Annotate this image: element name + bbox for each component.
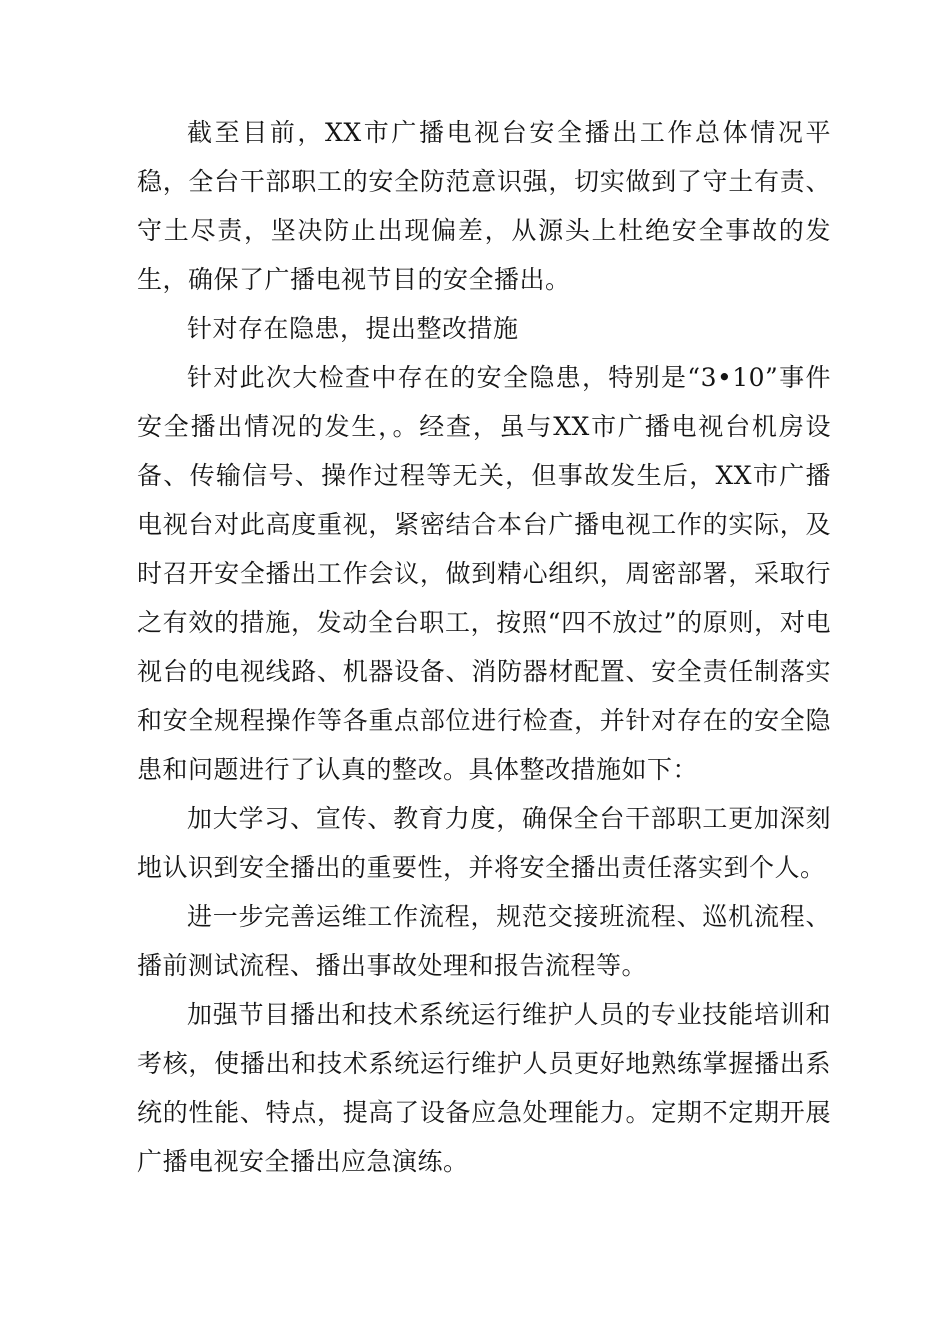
document-body bbox=[137, 108, 831, 1186]
paragraph-inspection-details: 针对此次大检查中存在的安全隐患，特别是“3•10”事件安全播出情况的发生，。经查，虽与XX市广播电视台机房设备、传输信号、操作过程等无关，但事故发生后，XX市广播电视台对此高度重视，紧密结合本台广播电视工作的实际，及时召开安全播出工作会议，做到精心组织，周密部署，采取行之有效的措施，发动全台职工，按照“四不放过”的原则，对电视台的电视线路、机器设备、消防器材配置、安全责任制落实和安全规程操作等各重点部位进行检查，并针对存在的安全隐患和问题进行了认真的整改。具体整改措施如下： bbox=[137, 363, 831, 784]
paragraph-measure-training: 加强节目播出和技术系统运行维护人员的专业技能培训和考核，使播出和技术系统运行维护人员更好地熟练掌握播出系统的性能、特点，提高了设备应急处理能力。定期不定期开展广播电视安全播出应急演练。 bbox=[137, 1000, 831, 1176]
paragraph-measure-workflow: 进一步完善运维工作流程，规范交接班流程、巡机流程、播前测试流程、播出事故处理和报告流程等。 bbox=[137, 902, 831, 980]
paragraph-heading-rectification: 针对存在隐患，提出整改措施 bbox=[187, 314, 519, 343]
paragraph-measure-education: 加大学习、宣传、教育力度，确保全台干部职工更加深刻地认识到安全播出的重要性，并将安全播出责任落实到个人。 bbox=[137, 804, 831, 882]
paragraph-safety-status: 截至目前，XX市广播电视台安全播出工作总体情况平稳，全台干部职工的安全防范意识强，切实做到了守土有责、守土尽责，坚决防止出现偏差，从源头上杜绝安全事故的发生，确保了广播电视节目的安全播出。 bbox=[137, 118, 831, 294]
